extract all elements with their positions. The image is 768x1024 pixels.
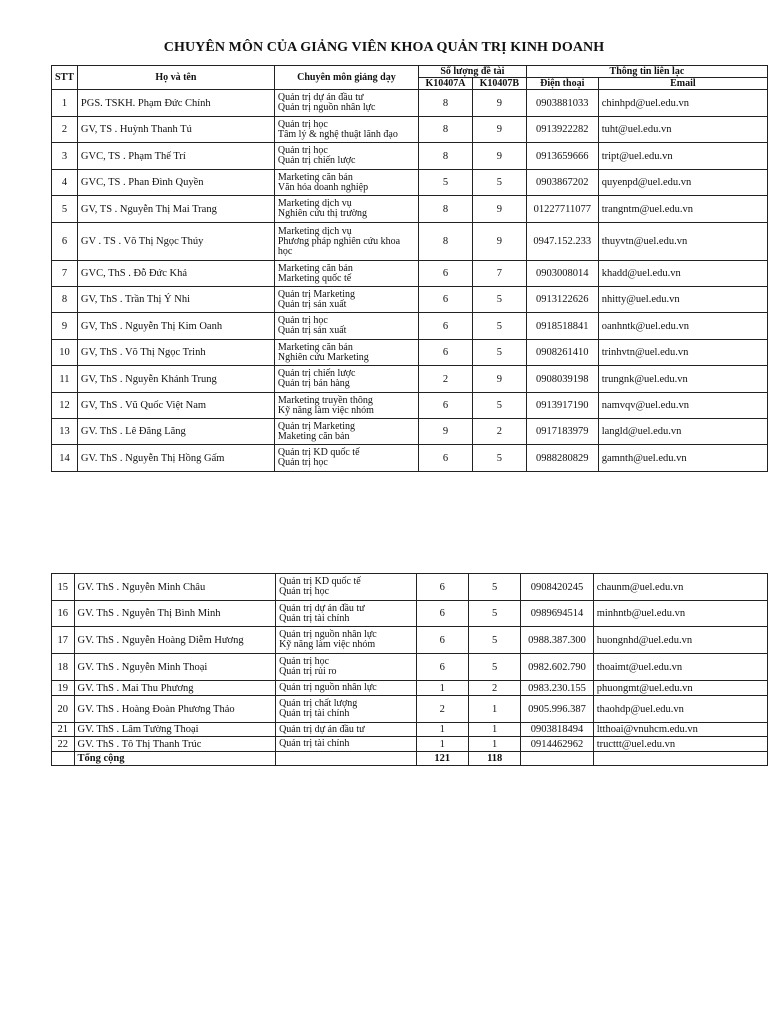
k10407a-cell: 1: [416, 681, 468, 696]
total-row: [52, 752, 768, 766]
specialty-line: Quản trị chất lượng: [279, 698, 358, 709]
k10407a-cell: 6: [419, 261, 473, 287]
specialty-cell: [276, 696, 417, 723]
phone-cell: 0988.387.300: [521, 627, 593, 654]
header-email: Email: [598, 78, 767, 90]
name-cell: GV. ThS . Mai Thu Phương: [74, 681, 276, 696]
table-row: [52, 143, 768, 170]
name-cell: GV, TS . Huỳnh Thanh Tú: [77, 117, 274, 143]
stt-cell: 15: [52, 574, 75, 601]
document-title: CHUYÊN MÔN CỦA GIẢNG VIÊN KHOA QUẢN TRỊ KINH DOANH: [163, 40, 605, 55]
stt-cell: 17: [52, 627, 75, 654]
table-row: [52, 170, 768, 196]
specialty-cell: [274, 90, 418, 117]
total-spec-cell: [276, 752, 417, 766]
name-cell: GVC, TS . Phan Đình Quyền: [77, 170, 274, 196]
k10407b-cell: 9: [472, 90, 526, 117]
specialty-line: Maketing căn bản: [277, 430, 350, 442]
total-stt-cell: [52, 752, 75, 766]
email-cell: langld@uel.edu.vn: [598, 419, 767, 445]
k10407a-cell: 6: [416, 654, 468, 681]
k10407b-cell: 5: [469, 627, 521, 654]
stt-cell: 11: [52, 366, 78, 393]
total-phone-cell: [521, 752, 593, 766]
specialty-cell: [274, 445, 418, 472]
k10407a-cell: 6: [419, 287, 473, 313]
table-row: [52, 574, 768, 601]
stt-cell: 9: [52, 313, 78, 340]
specialty-line: Quản trị tài chính: [279, 738, 350, 749]
total-label: Tổng cộng: [74, 752, 276, 766]
phone-cell: 0917183979: [526, 419, 598, 445]
total-k10407a: 121: [416, 752, 468, 766]
email-cell: trinhvtn@uel.edu.vn: [598, 340, 767, 366]
stt-cell: 19: [52, 681, 75, 696]
header-stt: STT: [52, 66, 78, 90]
specialty-line: Kỹ năng làm việc nhóm: [279, 639, 376, 650]
email-cell: chaunm@uel.edu.vn: [593, 574, 767, 601]
specialty-line: Marketing dịch vụ: [277, 225, 352, 237]
specialty-cell: [276, 654, 417, 681]
k10407b-cell: 9: [472, 223, 526, 261]
stt-cell: 13: [52, 419, 78, 445]
specialty-line: Quản trị học: [279, 586, 330, 597]
k10407b-cell: 5: [469, 654, 521, 681]
email-cell: tript@uel.edu.vn: [598, 143, 767, 170]
k10407b-cell: 1: [469, 723, 521, 737]
phone-cell: 0947.152.233: [526, 223, 598, 261]
k10407b-cell: 9: [472, 196, 526, 223]
k10407a-cell: 6: [419, 393, 473, 419]
email-cell: gamnth@uel.edu.vn: [598, 445, 767, 472]
stt-cell: 18: [52, 654, 75, 681]
header-k10407b: K10407B: [472, 78, 526, 90]
table-row: [52, 117, 768, 143]
phone-cell: 0903867202: [526, 170, 598, 196]
stt-cell: 12: [52, 393, 78, 419]
specialty-line: Marketing căn bản: [277, 262, 353, 274]
specialty-cell: [276, 681, 417, 696]
email-cell: quyenpd@uel.edu.vn: [598, 170, 767, 196]
specialty-cell: [274, 313, 418, 340]
specialty-line: Phương pháp nghiên cứu khoa: [277, 235, 401, 247]
phone-cell: 0982.602.790: [521, 654, 593, 681]
k10407b-cell: 1: [469, 696, 521, 723]
specialty-line: Quản trị học: [277, 457, 328, 468]
name-cell: PGS. TSKH. Phạm Đức Chính: [77, 90, 274, 117]
name-cell: GV. ThS . Lê Đăng Lăng: [77, 419, 274, 445]
table-row: [52, 445, 768, 472]
email-cell: trangntm@uel.edu.vn: [598, 196, 767, 223]
email-cell: thoaimt@uel.edu.vn: [593, 654, 767, 681]
specialty-line: Marketing quốc tế: [277, 272, 352, 284]
email-cell: namvqv@uel.edu.vn: [598, 393, 767, 419]
specialty-line: Quản trị rủi ro: [279, 666, 337, 677]
lecturer-table-part-1: [51, 65, 768, 472]
phone-cell: 01227711077: [526, 196, 598, 223]
specialty-line: Quản trị tài chính: [279, 612, 350, 624]
specialty-cell: [274, 340, 418, 366]
total-email-cell: [593, 752, 767, 766]
name-cell: GV. ThS . Nguyễn Minh Châu: [74, 574, 276, 601]
k10407a-cell: 1: [416, 737, 468, 752]
phone-cell: 0908039198: [526, 366, 598, 393]
k10407a-cell: 6: [416, 627, 468, 654]
table-body-part-1: [52, 90, 768, 472]
phone-cell: 0903818494: [521, 723, 593, 737]
name-cell: GV, ThS . Võ Thị Ngọc Trinh: [77, 340, 274, 366]
table-row: [52, 419, 768, 445]
name-cell: GV. ThS . Nguyễn Minh Thoại: [74, 654, 276, 681]
name-cell: GV, ThS . Trần Thị Ý Nhi: [77, 287, 274, 313]
name-cell: GV. ThS . Nguyễn Thị Hồng Gấm: [77, 445, 274, 472]
table-row: [52, 287, 768, 313]
phone-cell: 0913922282: [526, 117, 598, 143]
k10407b-cell: 5: [472, 445, 526, 472]
email-cell: chinhpd@uel.edu.vn: [598, 90, 767, 117]
k10407b-cell: 5: [469, 574, 521, 601]
email-cell: khadd@uel.edu.vn: [598, 261, 767, 287]
name-cell: GV, ThS . Nguyễn Thị Kim Oanh: [77, 313, 274, 340]
table-row: [52, 261, 768, 287]
specialty-line: Nghiên cứu Marketing: [277, 351, 369, 363]
phone-cell: 0988280829: [526, 445, 598, 472]
k10407a-cell: 1: [416, 723, 468, 737]
phone-cell: 0903881033: [526, 90, 598, 117]
specialty-line: Quản trị KD quốc tế: [279, 576, 361, 587]
email-cell: tuht@uel.edu.vn: [598, 117, 767, 143]
table-row: [52, 393, 768, 419]
stt-cell: 20: [52, 696, 75, 723]
specialty-line: Marketing truyền thông: [277, 394, 373, 406]
phone-cell: 0989694514: [521, 601, 593, 627]
specialty-line: Quản trị dự án đầu tư: [279, 723, 365, 735]
specialty-cell: [274, 393, 418, 419]
specialty-cell: [274, 261, 418, 287]
k10407b-cell: 9: [472, 143, 526, 170]
table-row: [52, 90, 768, 117]
specialty-cell: [274, 117, 418, 143]
table-row: [52, 654, 768, 681]
stt-cell: 10: [52, 340, 78, 366]
name-cell: GV, ThS . Nguyễn Khánh Trung: [77, 366, 274, 393]
stt-cell: 22: [52, 737, 75, 752]
table-row: [52, 196, 768, 223]
specialty-line: Quản trị học: [277, 315, 328, 326]
phone-cell: 0913122626: [526, 287, 598, 313]
specialty-line: học: [277, 245, 293, 257]
k10407b-cell: 5: [472, 170, 526, 196]
name-cell: GV. ThS . Tô Thị Thanh Trúc: [74, 737, 276, 752]
k10407b-cell: 5: [472, 313, 526, 340]
specialty-line: Quản trị nguồn nhân lực: [279, 629, 377, 640]
specialty-line: Quản trị bán hàng: [277, 378, 350, 389]
k10407a-cell: 5: [419, 170, 473, 196]
email-cell: thuyvtn@uel.edu.vn: [598, 223, 767, 261]
header-phone: Điện thoại: [526, 78, 598, 90]
specialty-cell: [274, 196, 418, 223]
name-cell: GVC, TS . Phạm Thế Trí: [77, 143, 274, 170]
k10407b-cell: 1: [469, 737, 521, 752]
email-cell: minhntb@uel.edu.vn: [593, 601, 767, 627]
k10407b-cell: 9: [472, 117, 526, 143]
specialty-line: Quản trị KD quốc tế: [277, 447, 360, 458]
specialty-cell: [276, 737, 417, 752]
header-name: Họ và tên: [77, 66, 274, 90]
k10407a-cell: 6: [419, 445, 473, 472]
name-cell: GV. ThS . Nguyễn Thị Bình Minh: [74, 601, 276, 627]
specialty-line: Nghiên cứu thị trường: [277, 208, 368, 219]
table-row: [52, 681, 768, 696]
specialty-cell: [274, 287, 418, 313]
specialty-line: Quản trị sản xuất: [277, 298, 347, 310]
name-cell: GV. ThS . Hoàng Đoàn Phương Thảo: [74, 696, 276, 723]
phone-cell: 0918518841: [526, 313, 598, 340]
header-contact: Thông tin liên lạc: [526, 66, 767, 78]
email-cell: trungnk@uel.edu.vn: [598, 366, 767, 393]
specialty-line: Quản trị học: [277, 118, 328, 130]
stt-cell: 7: [52, 261, 78, 287]
table-row: [52, 223, 768, 261]
table-row: [52, 723, 768, 737]
email-cell: tructtt@uel.edu.vn: [593, 737, 767, 752]
k10407b-cell: 2: [469, 681, 521, 696]
specialty-line: Tâm lý & nghệ thuật lãnh đạo: [277, 128, 398, 140]
stt-cell: 2: [52, 117, 78, 143]
name-cell: GV, ThS . Vũ Quốc Việt Nam: [77, 393, 274, 419]
specialty-line: Kỹ năng làm việc nhóm: [277, 404, 374, 416]
phone-cell: 0914462962: [521, 737, 593, 752]
k10407a-cell: 8: [419, 223, 473, 261]
specialty-line: Marketing căn bản: [277, 341, 353, 353]
name-cell: GV. ThS . Lâm Tường Thoại: [74, 723, 276, 737]
table-row: [52, 340, 768, 366]
stt-cell: 6: [52, 223, 78, 261]
stt-cell: 1: [52, 90, 78, 117]
stt-cell: 16: [52, 601, 75, 627]
specialty-line: Quản trị dự án đầu tư: [277, 92, 364, 103]
name-cell: GV. ThS . Nguyễn Hoàng Diễm Hương: [74, 627, 276, 654]
k10407a-cell: 2: [419, 366, 473, 393]
email-cell: nhitty@uel.edu.vn: [598, 287, 767, 313]
specialty-cell: [276, 601, 417, 627]
phone-cell: 0903008014: [526, 261, 598, 287]
header-topics: Số lượng đề tài: [419, 66, 527, 78]
stt-cell: 14: [52, 445, 78, 472]
specialty-line: Quản trị sản xuất: [277, 325, 347, 336]
phone-cell: 0913917190: [526, 393, 598, 419]
specialty-cell: [274, 366, 418, 393]
stt-cell: 21: [52, 723, 75, 737]
k10407a-cell: 6: [416, 601, 468, 627]
k10407a-cell: 8: [419, 90, 473, 117]
name-cell: GV . TS . Võ Thị Ngọc Thúy: [77, 223, 274, 261]
specialty-line: Marketing dịch vụ: [277, 198, 352, 209]
specialty-line: Quản trị chiến lược: [277, 155, 356, 166]
k10407b-cell: 5: [469, 601, 521, 627]
k10407a-cell: 6: [419, 340, 473, 366]
specialty-line: Quản trị Marketing: [277, 288, 356, 300]
specialty-cell: [276, 574, 417, 601]
k10407b-cell: 7: [472, 261, 526, 287]
stt-cell: 8: [52, 287, 78, 313]
specialty-line: Quản trị dự án đầu tư: [279, 602, 365, 614]
specialty-cell: [274, 223, 418, 261]
k10407a-cell: 8: [419, 143, 473, 170]
k10407a-cell: 9: [419, 419, 473, 445]
table-row: [52, 313, 768, 340]
table-body-part-2: [52, 574, 768, 752]
specialty-line: Quản trị Marketing: [277, 420, 356, 432]
name-cell: GV, TS . Nguyễn Thị Mai Trang: [77, 196, 274, 223]
phone-cell: 0913659666: [526, 143, 598, 170]
k10407a-cell: 6: [416, 574, 468, 601]
total-k10407b: 118: [469, 752, 521, 766]
k10407b-cell: 5: [472, 340, 526, 366]
k10407a-cell: 8: [419, 117, 473, 143]
specialty-line: Quản trị học: [277, 145, 328, 156]
table-row: [52, 601, 768, 627]
specialty-line: Quản trị chiến lược: [277, 368, 356, 379]
k10407b-cell: 2: [472, 419, 526, 445]
stt-cell: 3: [52, 143, 78, 170]
phone-cell: 0905.996.387: [521, 696, 593, 723]
phone-cell: 0983.230.155: [521, 681, 593, 696]
k10407b-cell: 9: [472, 366, 526, 393]
lecturer-table-part-2: [51, 573, 768, 766]
email-cell: huongnhd@uel.edu.vn: [593, 627, 767, 654]
specialty-line: Văn hóa doanh nghiệp: [277, 181, 369, 193]
stt-cell: 4: [52, 170, 78, 196]
stt-cell: 5: [52, 196, 78, 223]
header-k10407a: K10407A: [419, 78, 473, 90]
email-cell: phuongmt@uel.edu.vn: [593, 681, 767, 696]
specialty-line: Marketing căn bản: [277, 171, 353, 183]
specialty-line: Quản trị tài chính: [279, 708, 350, 719]
table-row: [52, 627, 768, 654]
table-row: [52, 696, 768, 723]
specialty-line: Quản trị học: [279, 656, 330, 667]
specialty-cell: [274, 143, 418, 170]
table-row: [52, 737, 768, 752]
specialty-cell: [276, 723, 417, 737]
k10407b-cell: 5: [472, 287, 526, 313]
specialty-line: Quản trị nguồn nhân lực: [279, 682, 377, 693]
k10407a-cell: 6: [419, 313, 473, 340]
email-cell: ltthoai@vnuhcm.edu.vn: [593, 723, 767, 737]
table-row: [52, 366, 768, 393]
specialty-cell: [274, 170, 418, 196]
k10407a-cell: 8: [419, 196, 473, 223]
name-cell: GVC, ThS . Đỗ Đức Khả: [77, 261, 274, 287]
specialty-cell: [274, 419, 418, 445]
phone-cell: 0908261410: [526, 340, 598, 366]
specialty-line: Quản trị nguồn nhân lực: [277, 102, 376, 113]
phone-cell: 0908420245: [521, 574, 593, 601]
header-specialty: Chuyên môn giảng dạy: [274, 66, 418, 90]
email-cell: oanhntk@uel.edu.vn: [598, 313, 767, 340]
email-cell: thaohdp@uel.edu.vn: [593, 696, 767, 723]
k10407b-cell: 5: [472, 393, 526, 419]
k10407a-cell: 2: [416, 696, 468, 723]
specialty-cell: [276, 627, 417, 654]
